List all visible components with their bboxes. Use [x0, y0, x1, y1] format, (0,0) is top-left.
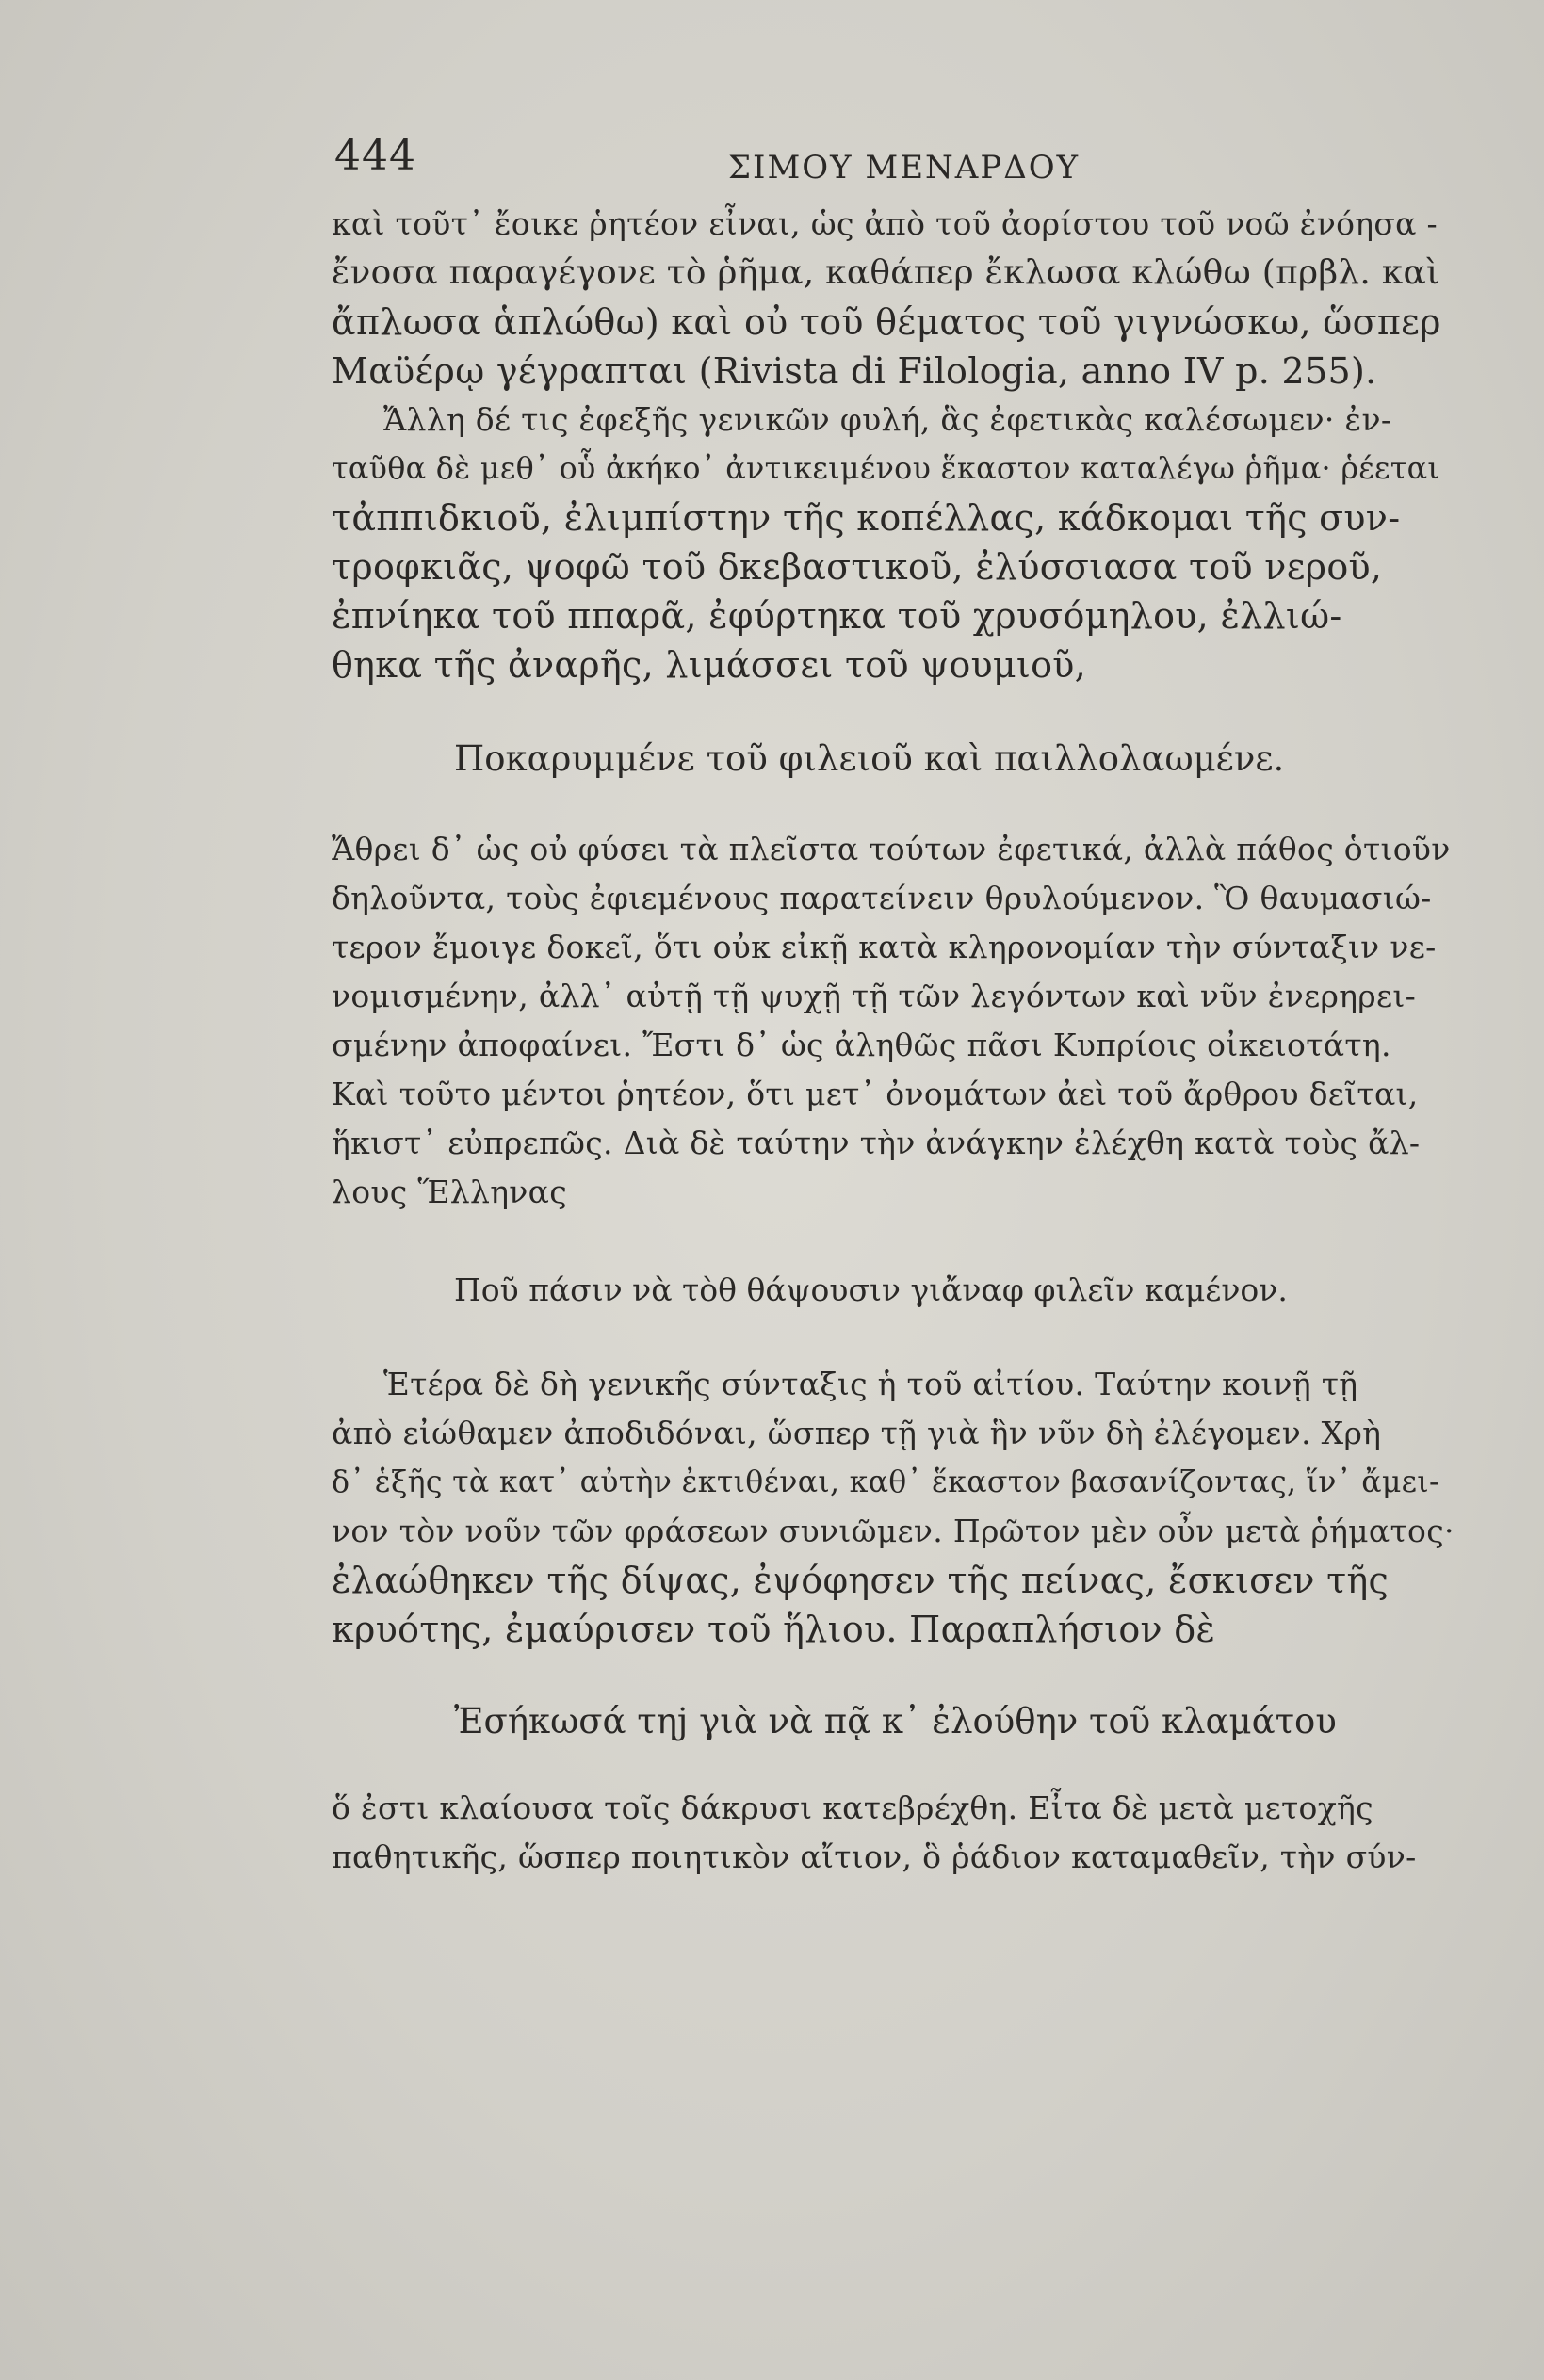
- paragraph-2: [332, 396, 1462, 689]
- text-line: Μαϋέρῳ γέγραπται (Rivista di Filologia, anno IV p. 255).: [332, 350, 1377, 392]
- paragraph-4: [332, 1360, 1462, 1654]
- text-line: τἀππιδκιοῦ, ἐλιμπίστην τῆς κοπέλλας, κάδκομαι τῆς συν-: [332, 497, 1401, 539]
- text-line: ἄπλωσα ἁπλώθω) καὶ οὐ τοῦ θέματος τοῦ γιγνώσκω, ὥσπερ: [332, 301, 1441, 343]
- text-line: νομισμένην, ἀλλ᾽ αὐτῇ τῇ ψυχῇ τῇ τῶν λεγόντων καὶ νῦν ἐνερηρει-: [332, 978, 1417, 1014]
- verse-line: Ἐσήκωσά τηj γιὰ νὰ πᾷ κ᾽ ἐλούθην τοῦ κλαμάτου: [454, 1701, 1337, 1741]
- body-text: [332, 200, 1462, 1882]
- text-line: τερον ἔμοιγε δοκεῖ, ὅτι οὐκ εἰκῇ κατὰ κληρονομίαν τὴν σύνταξιν νε-: [332, 929, 1437, 965]
- text-line: κρυότης, ἐμαύρισεν τοῦ ἥλιου. Παραπλήσιον δὲ: [332, 1609, 1216, 1650]
- text-line: νον τὸν νοῦν τῶν φράσεων συνιῶμεν. Πρῶτον μὲν οὖν μετὰ ῥήματος·: [332, 1513, 1455, 1549]
- text-line: Ἄθρει δ᾽ ὡς οὐ φύσει τὰ πλεῖστα τούτων ἐφετικά, ἀλλὰ πάθος ὁτιοῦν: [332, 831, 1451, 867]
- running-head: ΣΙΜΟΥ ΜΕΝΑΡΔΟΥ: [728, 149, 1081, 186]
- page-number: 444: [334, 132, 416, 180]
- page-header: [334, 132, 1465, 188]
- text-line: σμένην ἀποφαίνει. Ἔστι δ᾽ ὡς ἀληθῶς πᾶσι Κυπρίοις οἰκειοτάτη.: [332, 1027, 1391, 1063]
- text-line: ἀπὸ εἰώθαμεν ἀποδιδόναι, ὥσπερ τῇ γιὰ ἣν νῦν δὴ ἐλέγομεν. Χρὴ: [332, 1415, 1382, 1451]
- text-line: ἐπνίηκα τοῦ ππαρᾶ, ἐφύρτηκα τοῦ χρυσόμηλου, ἐλλιώ-: [332, 595, 1342, 637]
- text-line: ἐλαώθηκεν τῆς δίψας, ἐψόφησεν τῆς πείνας, ἔσκισεν τῆς: [332, 1560, 1390, 1601]
- verse-quote-3: [332, 1697, 1462, 1746]
- text-line: θηκα τῆς ἀναρῆς, λιμάσσει τοῦ ψουμιοῦ,: [332, 644, 1087, 686]
- text-line: Ἑτέρα δὲ δὴ γενικῆς σύνταξις ἡ τοῦ αἰτίου. Ταύτην κοινῇ τῇ: [383, 1366, 1358, 1402]
- text-line: παθητικῆς, ὥσπερ ποιητικὸν αἴτιον, ὃ ῥάδιον καταμαθεῖν, τὴν σύν-: [332, 1838, 1417, 1875]
- text-line: ἥκιστ᾽ εὐπρεπῶς. Διὰ δὲ ταύτην τὴν ἀνάγκην ἐλέχθη κατὰ τοὺς ἄλ-: [332, 1125, 1421, 1161]
- verse-quote-1: [332, 735, 1462, 784]
- text-line: δ᾽ ἑξῆς τὰ κατ᾽ αὐτὴν ἐκτιθέναι, καθ᾽ ἕκαστον βασανίζοντας, ἵν᾽ ἄμει-: [332, 1465, 1439, 1499]
- verse-quote-2: [332, 1266, 1462, 1315]
- text-line: ταῦθα δὲ μεθ᾽ οὗ ἀκήκο᾽ ἀντικειμένου ἕκαστον καταλέγω ῥῆμα· ῥέεται: [332, 452, 1440, 486]
- text-line: ἔνοσα παραγέγονε τὸ ῥῆμα, καθάπερ ἔκλωσα κλώθω (πρβλ. καὶ: [332, 253, 1440, 292]
- text-line: καὶ τοῦτ᾽ ἔοικε ῥητέον εἶναι, ὡς ἀπὸ τοῦ ἀορίστου τοῦ νοῶ ἐνόησα -: [332, 205, 1438, 242]
- paragraph-1: [332, 200, 1462, 396]
- paragraph-3: [332, 825, 1462, 1217]
- verse-line: Ποῦ πάσιν νὰ τὸθ θάψουσιν γιἄναφ φιλεῖν καμένον.: [454, 1271, 1288, 1308]
- text-line: δηλοῦντα, τοὺς ἐφιεμένους παρατείνειν θρυλούμενον. Ὃ θαυμασιώ-: [332, 880, 1432, 916]
- verse-line: Ποκαρυμμένε τοῦ φιλειοῦ καὶ παιλλολαωμένε.: [454, 738, 1285, 779]
- text-line: τροφκιᾶς, ψοφῶ τοῦ δκεβαστικοῦ, ἐλύσσιασα τοῦ νεροῦ,: [332, 546, 1383, 588]
- text-line: Καὶ τοῦτο μέντοι ῥητέον, ὅτι μετ᾽ ὀνομάτων ἀεὶ τοῦ ἄρθρου δεῖται,: [332, 1076, 1419, 1112]
- text-line: Ἄλλη δέ τις ἐφεξῆς γενικῶν φυλή, ἃς ἐφετικὰς καλέσωμεν· ἐν-: [383, 401, 1392, 438]
- text-line: ὅ ἐστι κλαίουσα τοῖς δάκρυσι κατεβρέχθη. Εἶτα δὲ μετὰ μετοχῆς: [332, 1789, 1373, 1826]
- text-line: λους Ἕλληνας: [332, 1174, 567, 1210]
- paragraph-5: [332, 1784, 1462, 1882]
